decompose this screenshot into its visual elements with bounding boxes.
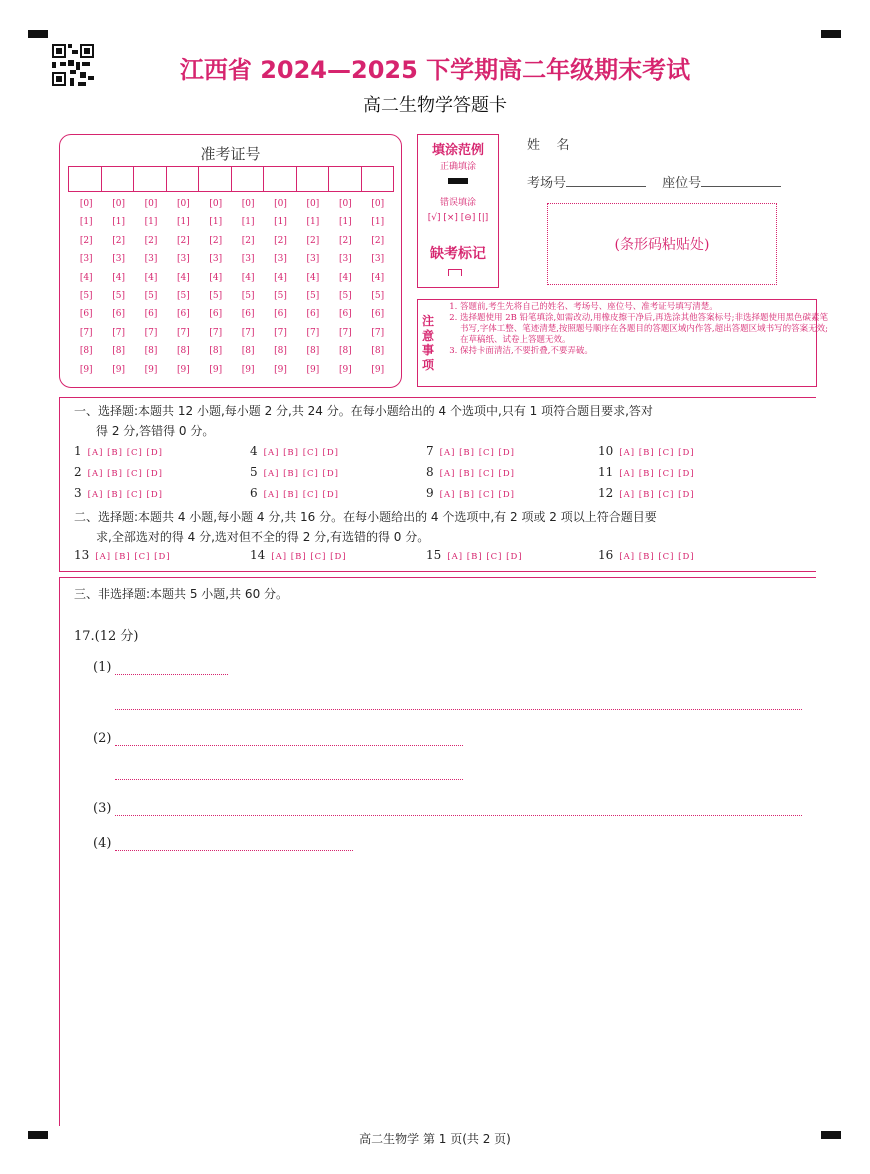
digit-bubble[interactable]: [4] bbox=[338, 272, 352, 283]
barcode-area bbox=[547, 203, 777, 285]
digit-bubble[interactable]: [2] bbox=[274, 235, 287, 246]
timing-mark bbox=[28, 30, 48, 38]
question-number: 15 bbox=[426, 548, 442, 562]
digit-bubble[interactable]: [1] bbox=[112, 217, 125, 228]
digit-bubble[interactable]: [2] bbox=[144, 235, 158, 246]
digit-bubble[interactable]: [9] bbox=[274, 364, 287, 375]
question-7 bbox=[426, 444, 515, 458]
question-4 bbox=[250, 444, 339, 458]
digit-bubble[interactable]: [1] bbox=[79, 217, 93, 228]
digit-bubble[interactable]: [3] bbox=[338, 254, 352, 265]
digit-bubble[interactable]: [3] bbox=[241, 254, 255, 265]
digit-bubble[interactable]: [9] bbox=[79, 364, 93, 375]
digit-bubble[interactable]: [1] bbox=[144, 217, 158, 228]
digit-bubble[interactable]: [0] bbox=[241, 199, 255, 209]
digit-bubble[interactable]: [8] bbox=[176, 346, 190, 357]
answer-line-4[interactable] bbox=[115, 850, 353, 851]
question-14 bbox=[250, 548, 347, 562]
digit-bubble[interactable]: [7] bbox=[241, 327, 255, 338]
note-item: 3. 保持卡面清洁,不要折叠,不要弄破。 bbox=[460, 346, 830, 357]
question-number: 12 bbox=[598, 486, 614, 500]
digit-bubble[interactable]: [4] bbox=[79, 272, 93, 283]
digit-bubble[interactable]: [3] bbox=[306, 254, 320, 265]
digit-bubble[interactable]: [9] bbox=[306, 364, 320, 375]
wrong-fill-label: 错误填涂 bbox=[439, 198, 476, 208]
digit-bubble[interactable]: [6] bbox=[371, 309, 385, 320]
answer-line-1b[interactable] bbox=[115, 709, 802, 710]
digit-bubble[interactable]: [5] bbox=[79, 290, 93, 301]
answer-line-3[interactable] bbox=[115, 815, 802, 816]
question-5 bbox=[250, 465, 339, 479]
digit-bubble[interactable]: [7] bbox=[209, 327, 223, 338]
question-number: 1 bbox=[74, 444, 82, 458]
digit-bubble[interactable]: [8] bbox=[274, 346, 287, 357]
note-item: 2. 选择题使用 2B 铅笔填涂,如需改动,用橡皮擦干净后,再选涂其他答案标号;非选择题使用黑色碳素笔书写,字体工整、笔迹清楚,按照题号顺序在各题目的答题区域内作答,超出答题区域书写的答案无效;在草稿纸、试卷上答题无效。 bbox=[460, 313, 830, 346]
notes-panel bbox=[417, 299, 829, 387]
correct-fill-sample bbox=[448, 178, 468, 184]
option-bubbles[interactable]: [A] [B] [C] [D] bbox=[87, 469, 163, 479]
digit-bubble[interactable]: [2] bbox=[371, 235, 385, 246]
digit-bubble[interactable]: [2] bbox=[176, 235, 190, 246]
question-number: 10 bbox=[598, 444, 614, 458]
digit-bubble[interactable]: [0] bbox=[338, 199, 352, 209]
digit-bubble[interactable]: [5] bbox=[144, 290, 158, 301]
digit-bubble[interactable]: [7] bbox=[144, 327, 158, 338]
digit-bubble[interactable]: [4] bbox=[371, 272, 385, 283]
wrong-fill-samples: [√] [×] [⊖] [|] bbox=[427, 213, 489, 223]
option-bubbles[interactable]: [A] [B] [C] [D] bbox=[95, 552, 171, 562]
admission-number-title: 准考证号 bbox=[200, 145, 261, 163]
part-3-label: (3) bbox=[93, 801, 112, 816]
digit-bubble[interactable]: [9] bbox=[112, 364, 125, 375]
digit-bubble[interactable]: [0] bbox=[306, 199, 320, 209]
digit-bubble[interactable]: [0] bbox=[176, 199, 190, 209]
digit-bubble[interactable]: [5] bbox=[306, 290, 320, 301]
seat-label: 座位号 bbox=[662, 176, 702, 191]
question-number: 5 bbox=[250, 465, 258, 479]
part-2-label: (2) bbox=[93, 731, 112, 746]
barcode-label: (条形码粘贴处) bbox=[614, 237, 710, 253]
option-bubbles[interactable]: [A] [B] [C] [D] bbox=[619, 469, 695, 479]
question-10 bbox=[598, 444, 695, 458]
admission-number-input-cells[interactable] bbox=[68, 166, 393, 192]
digit-bubble[interactable]: [8] bbox=[371, 346, 385, 357]
digit-bubble[interactable]: [1] bbox=[176, 217, 190, 228]
digit-bubble[interactable]: [8] bbox=[306, 346, 320, 357]
digit-bubble[interactable]: [0] bbox=[371, 199, 385, 209]
digit-bubble[interactable]: [5] bbox=[241, 290, 255, 301]
question-number: 8 bbox=[426, 465, 434, 479]
digit-bubble[interactable]: [9] bbox=[371, 364, 385, 375]
digit-bubble[interactable]: [8] bbox=[112, 346, 125, 357]
option-bubbles[interactable]: [A] [B] [C] [D] bbox=[439, 448, 515, 458]
digit-bubble[interactable]: [5] bbox=[338, 290, 352, 301]
digit-bubble[interactable]: [3] bbox=[176, 254, 190, 265]
digit-bubble[interactable]: [5] bbox=[209, 290, 223, 301]
section1-line2: 得 2 分,答错得 0 分。 bbox=[96, 424, 215, 438]
question-1 bbox=[74, 444, 163, 458]
option-bubbles[interactable]: [A] [B] [C] [D] bbox=[87, 490, 163, 500]
digit-bubble[interactable]: [8] bbox=[79, 346, 93, 357]
digit-bubble[interactable]: [1] bbox=[209, 217, 223, 228]
section3-title: 三、非选择题:本题共 5 小题,共 60 分。 bbox=[74, 587, 289, 601]
digit-bubble[interactable]: [2] bbox=[306, 235, 320, 246]
answer-line-1[interactable] bbox=[115, 674, 228, 675]
admission-number-panel bbox=[59, 134, 402, 388]
digit-bubble[interactable]: [6] bbox=[209, 309, 223, 320]
digit-bubble[interactable]: [4] bbox=[274, 272, 287, 283]
digit-bubble[interactable]: [4] bbox=[209, 272, 223, 283]
digit-bubble[interactable]: [5] bbox=[112, 290, 125, 301]
question-number: 13 bbox=[74, 548, 90, 562]
digit-bubble[interactable]: [9] bbox=[176, 364, 190, 375]
digit-bubble[interactable]: [3] bbox=[112, 254, 125, 265]
digit-bubble[interactable]: [0] bbox=[144, 199, 158, 209]
digit-bubble[interactable]: [7] bbox=[176, 327, 190, 338]
digit-bubble[interactable]: [0] bbox=[112, 199, 125, 209]
part-1-label: (1) bbox=[93, 660, 112, 675]
digit-bubble[interactable]: [2] bbox=[209, 235, 223, 246]
seat-field[interactable] bbox=[701, 186, 781, 187]
digit-bubble[interactable]: [7] bbox=[112, 327, 125, 338]
digit-bubble[interactable]: [6] bbox=[338, 309, 352, 320]
digit-bubble[interactable]: [6] bbox=[241, 309, 255, 320]
question-number: 11 bbox=[598, 465, 614, 479]
digit-bubble[interactable]: [4] bbox=[112, 272, 125, 283]
digit-bubble[interactable]: [6] bbox=[112, 309, 125, 320]
room-field[interactable] bbox=[566, 186, 646, 187]
digit-bubble[interactable]: [1] bbox=[306, 217, 320, 228]
note-item: 1. 答题前,考生先将自己的姓名、考场号、座位号、准考证号填写清楚。 bbox=[460, 302, 830, 313]
question-2 bbox=[74, 465, 163, 479]
answer-line-2b[interactable] bbox=[115, 779, 463, 780]
room-label: 考场号 bbox=[527, 176, 567, 191]
question-9 bbox=[426, 486, 515, 500]
question-3 bbox=[74, 486, 163, 500]
free-response-region bbox=[59, 577, 816, 1126]
option-bubbles[interactable]: [A] [B] [C] [D] bbox=[263, 448, 339, 458]
digit-bubble[interactable]: [6] bbox=[306, 309, 320, 320]
question-15 bbox=[426, 548, 523, 562]
question-17-title: 17.(12 分) bbox=[74, 629, 139, 644]
question-12 bbox=[598, 486, 695, 500]
digit-bubble[interactable]: [1] bbox=[371, 217, 385, 228]
option-bubbles[interactable]: [A] [B] [C] [D] bbox=[263, 490, 339, 500]
digit-bubble[interactable]: [3] bbox=[274, 254, 287, 265]
admission-bubble-grid[interactable] bbox=[70, 199, 394, 383]
digit-bubble[interactable]: [9] bbox=[209, 364, 223, 375]
absent-mark-label: 缺考标记 bbox=[430, 246, 486, 262]
digit-bubble[interactable]: [9] bbox=[338, 364, 352, 375]
digit-bubble[interactable]: [6] bbox=[79, 309, 93, 320]
digit-bubble[interactable]: [6] bbox=[176, 309, 190, 320]
absent-mark-box[interactable] bbox=[448, 269, 462, 276]
section1-line1: 一、选择题:本题共 12 小题,每小题 2 分,共 24 分。在每小题给出的 4 个选项中,只有 1 项符合题目要求,答对 bbox=[74, 404, 653, 418]
digit-bubble[interactable]: [4] bbox=[144, 272, 158, 283]
digit-bubble[interactable]: [7] bbox=[371, 327, 385, 338]
digit-bubble[interactable]: [5] bbox=[371, 290, 385, 301]
option-bubbles[interactable]: [A] [B] [C] [D] bbox=[447, 552, 523, 562]
digit-bubble[interactable]: [4] bbox=[176, 272, 190, 283]
digit-bubble[interactable]: [4] bbox=[241, 272, 255, 283]
digit-bubble[interactable]: [7] bbox=[306, 327, 320, 338]
question-number: 3 bbox=[74, 486, 82, 500]
part-4-label: (4) bbox=[93, 836, 112, 851]
question-number: 6 bbox=[250, 486, 258, 500]
digit-bubble[interactable]: [6] bbox=[144, 309, 158, 320]
question-number: 7 bbox=[426, 444, 434, 458]
option-bubbles[interactable]: [A] [B] [C] [D] bbox=[439, 469, 515, 479]
digit-bubble[interactable]: [8] bbox=[144, 346, 158, 357]
question-8 bbox=[426, 465, 515, 479]
digit-bubble[interactable]: [1] bbox=[274, 217, 287, 228]
section2-line1: 二、选择题:本题共 4 小题,每小题 4 分,共 16 分。在每小题给出的 4 个选项中,有 2 项或 2 项以上符合题目要 bbox=[74, 510, 657, 524]
section2-line2: 求,全部选对的得 4 分,选对但不全的得 2 分,有选错的得 0 分。 bbox=[96, 530, 430, 544]
digit-bubble[interactable]: [7] bbox=[79, 327, 93, 338]
digit-bubble[interactable]: [6] bbox=[274, 309, 287, 320]
option-bubbles[interactable]: [A] [B] [C] [D] bbox=[439, 490, 515, 500]
digit-bubble[interactable]: [3] bbox=[79, 254, 93, 265]
digit-bubble[interactable]: [8] bbox=[338, 346, 352, 357]
digit-bubble[interactable]: [3] bbox=[209, 254, 223, 265]
fill-example-panel bbox=[417, 134, 499, 288]
digit-bubble[interactable]: [7] bbox=[274, 327, 287, 338]
digit-bubble[interactable]: [2] bbox=[79, 235, 93, 246]
question-number: 4 bbox=[250, 444, 258, 458]
answer-line-2[interactable] bbox=[115, 745, 463, 746]
question-13 bbox=[74, 548, 171, 562]
option-bubbles[interactable]: [A] [B] [C] [D] bbox=[619, 490, 695, 500]
question-number: 16 bbox=[598, 548, 614, 562]
question-6 bbox=[250, 486, 339, 500]
option-bubbles[interactable]: [A] [B] [C] [D] bbox=[87, 448, 163, 458]
correct-fill-label: 正确填涂 bbox=[439, 162, 476, 172]
digit-bubble[interactable]: [9] bbox=[144, 364, 158, 375]
digit-bubble[interactable]: [5] bbox=[274, 290, 287, 301]
digit-bubble[interactable]: [2] bbox=[338, 235, 352, 246]
digit-bubble[interactable]: [2] bbox=[112, 235, 125, 246]
exam-subtitle: 高二生物学答题卡 bbox=[363, 95, 507, 116]
digit-bubble[interactable]: [0] bbox=[79, 199, 93, 209]
option-bubbles[interactable]: [A] [B] [C] [D] bbox=[271, 552, 347, 562]
digit-bubble[interactable]: [3] bbox=[144, 254, 158, 265]
digit-bubble[interactable]: [4] bbox=[306, 272, 320, 283]
question-number: 14 bbox=[250, 548, 266, 562]
multiple-choice-region bbox=[59, 397, 816, 572]
digit-bubble[interactable]: [8] bbox=[209, 346, 223, 357]
question-number: 9 bbox=[426, 486, 434, 500]
option-bubbles[interactable]: [A] [B] [C] [D] bbox=[263, 469, 339, 479]
question-number: 2 bbox=[74, 465, 82, 479]
exam-title: 江西省 2024—2025 下学期高二年级期末考试 bbox=[179, 56, 691, 84]
question-16 bbox=[598, 548, 695, 562]
digit-bubble[interactable]: [3] bbox=[371, 254, 385, 265]
name-label: 姓 名 bbox=[527, 138, 570, 153]
digit-bubble[interactable]: [0] bbox=[274, 199, 287, 209]
digit-bubble[interactable]: [5] bbox=[176, 290, 190, 301]
notes-heading: 注意事项 bbox=[422, 314, 435, 372]
option-bubbles[interactable]: [A] [B] [C] [D] bbox=[619, 552, 695, 562]
digit-bubble[interactable]: [1] bbox=[338, 217, 352, 228]
digit-bubble[interactable]: [0] bbox=[209, 199, 223, 209]
digit-bubble[interactable]: [1] bbox=[241, 217, 255, 228]
digit-bubble[interactable]: [2] bbox=[241, 235, 255, 246]
question-11 bbox=[598, 465, 695, 479]
option-bubbles[interactable]: [A] [B] [C] [D] bbox=[619, 448, 695, 458]
timing-mark bbox=[821, 30, 841, 38]
fill-example-title: 填涂范例 bbox=[431, 143, 484, 158]
digit-bubble[interactable]: [9] bbox=[241, 364, 255, 375]
digit-bubble[interactable]: [8] bbox=[241, 346, 255, 357]
digit-bubble[interactable]: [7] bbox=[338, 327, 352, 338]
page-footer: 高二生物学 第 1 页(共 2 页) bbox=[359, 1132, 511, 1146]
